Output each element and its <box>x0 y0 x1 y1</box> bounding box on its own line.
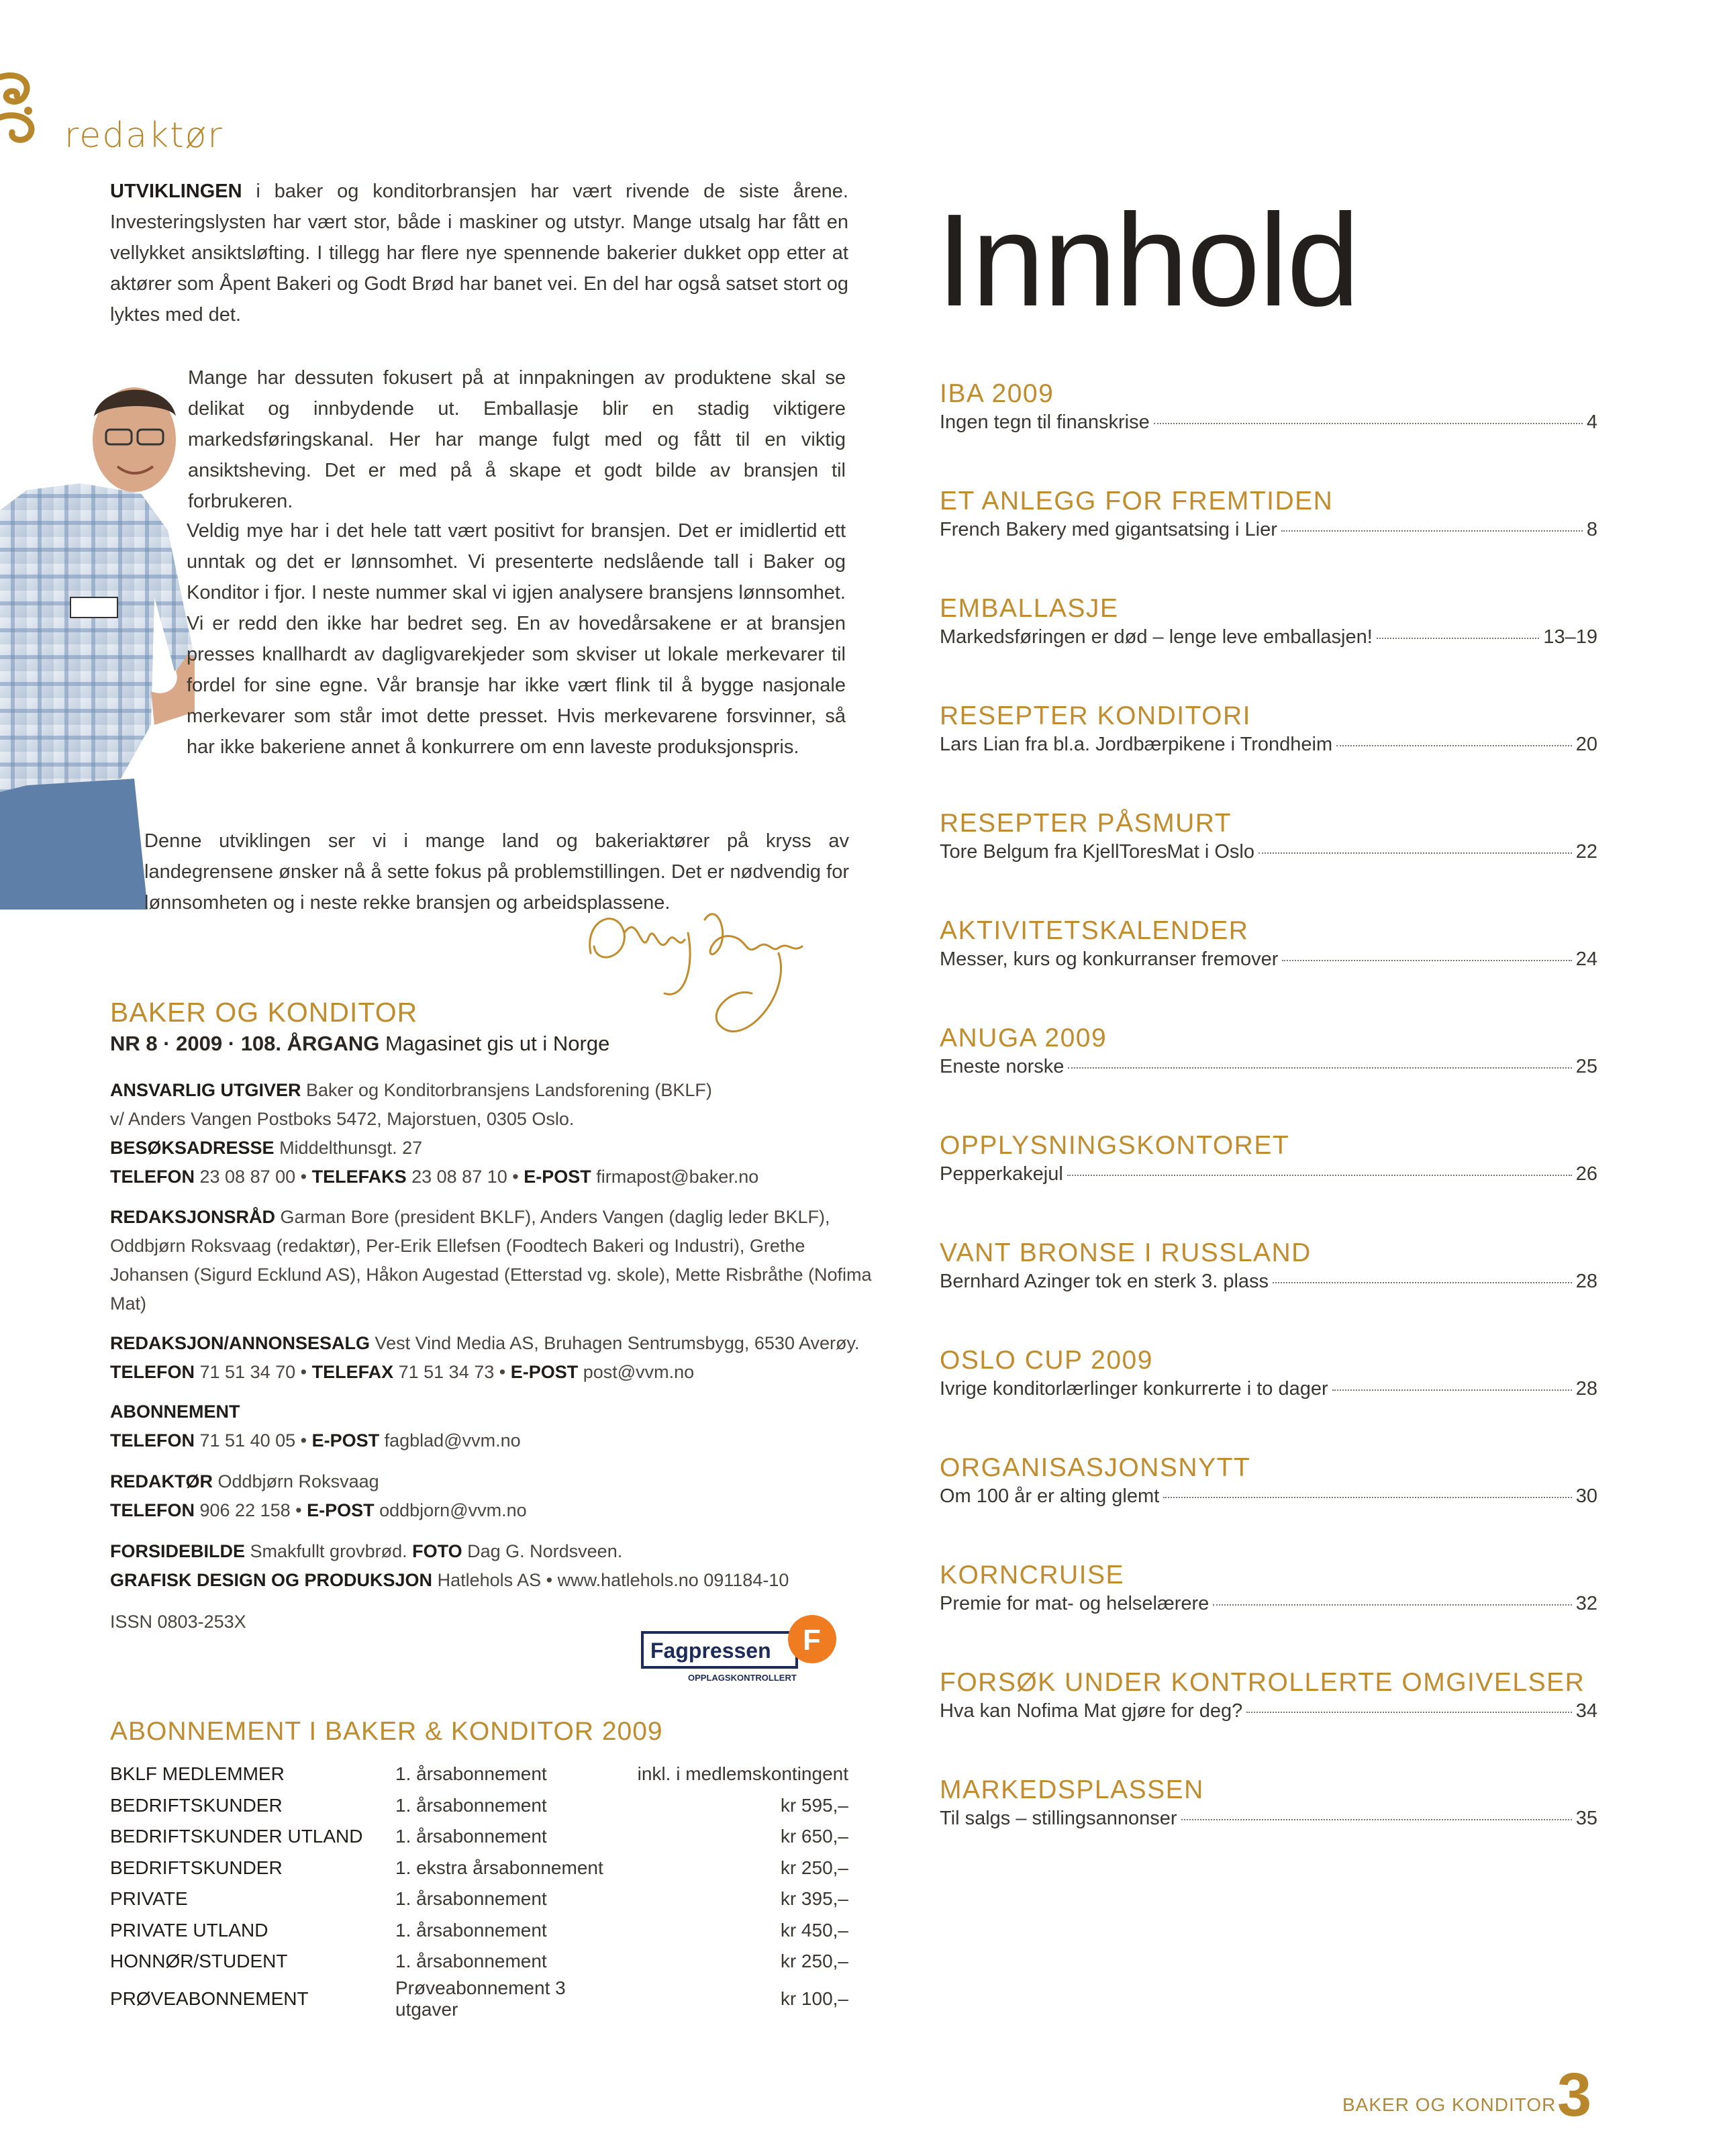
contents-item-description: Premie for mat- og helselærere <box>940 1593 1210 1614</box>
contents-item-heading: FORSØK UNDER KONTROLLERTE OMGIVELSER <box>940 1668 1585 1697</box>
fax-text: 23 08 87 10 • <box>406 1167 524 1187</box>
tel-text: 906 22 158 • <box>195 1500 307 1520</box>
contents-item[interactable] <box>940 1346 1597 1453</box>
subscription-term: Prøveabonnement 3 utgaver <box>395 1977 566 2020</box>
contents-item-description: Markedsføringen er død – lenge leve emballasjen! <box>940 626 1373 648</box>
contents-item[interactable] <box>940 594 1597 701</box>
contents-item-description: Messer, kurs og konkurranser fremover <box>940 948 1279 970</box>
contents-item-heading: EMBALLASJE <box>940 594 1119 623</box>
contents-item-description: Hva kan Nofima Mat gjøre for deg? <box>940 1700 1243 1722</box>
contents-list <box>940 379 1597 1883</box>
tel-text: 71 51 34 70 • <box>195 1362 312 1382</box>
contents-item-description: Ingen tegn til finanskrise <box>940 411 1150 433</box>
contents-item-page: 26 <box>1575 1163 1597 1185</box>
council-label: REDAKSJONSRÅD <box>110 1207 276 1227</box>
contents-item-description: Om 100 år er alting glemt <box>940 1485 1160 1507</box>
subscription-price: kr 595,– <box>780 1794 848 1816</box>
editorial-paragraph-4: Denne utviklingen ser vi i mange land og bakeriaktører på kryss av landegrensene ønsker nå å sette fokus på problemstillingen. Det er nødvendig for lønnsomheten og i neste rekke bransjen og arbeidsplassene. <box>144 830 849 914</box>
fagpressen-logo <box>641 1612 842 1686</box>
photo-label: FOTO <box>412 1541 462 1561</box>
dot-leader <box>1163 1497 1572 1498</box>
tel-text: 23 08 87 00 • <box>195 1167 312 1187</box>
contents-item-heading: ET ANLEGG FOR FREMTIDEN <box>940 487 1334 516</box>
publisher-label: ANSVARLIG UTGIVER <box>110 1080 301 1100</box>
contents-item-line <box>940 1053 1597 1080</box>
contents-item[interactable] <box>940 1024 1597 1131</box>
editorial-paragraph-2: Mange har dessuten fokusert på at innpakningen av produktene skal se delikat og innbydende ut. Emballasje blir en stadig viktigere markedsføringskanal. Her har mange fulgt med og fått til en viktig ansiktsheving. Det er med på å skape et godt bilde av bransjen til forbrukeren. <box>188 367 846 512</box>
editorial-paragraph-3: Veldig mye har i det hele tatt vært positivt for bransjen. Det er imidlertid ett unntak og det er lønnsomhet. Vi presenterte nedslående tall i Baker og Konditor i fjor. I neste nummer skal vi igjen analysere bransjens lønnsomhet. Vi er redd den ikke har bedret seg. En av hovedårsakene er at bransjen presses knallhardt av dagligvarekjeder som skviser ut lokale merkevarer til fordel for sine egne. Vår bransje har ikke vært flink til å bygge nasjonale merkevarer som står imot dette presset. Hvis merkevarene forsvinner, så har ikke bakeriene annet å konkurrere om enn laveste produksjonspris. <box>187 520 846 758</box>
contents-item[interactable] <box>940 1775 1597 1883</box>
dot-leader <box>1259 852 1572 854</box>
dot-leader <box>1332 1389 1572 1391</box>
editorial-office-block <box>110 1329 882 1387</box>
subscription-row <box>110 1790 848 1822</box>
editor-contact-block <box>110 1467 882 1525</box>
contents-item-heading: IBA 2009 <box>940 379 1054 408</box>
contents-item-line <box>940 1590 1597 1617</box>
editor-text: Oddbjørn Roksvaag <box>213 1471 379 1491</box>
contents-item-page: 28 <box>1575 1271 1597 1292</box>
paragraph-text: i baker og konditorbransjen har vært rivende de siste årene. Investeringslysten har vært stor, både i maskiner og utstyr. Mange utsalg har fått en vellykket ansiktsløfting. I tillegg har flere nye spennende bakerier dukket opp etter at aktører som Åpent Bakeri og Godt Brød har banet vei. En del har også satset stort og lyktes med det. <box>110 181 848 326</box>
contents-item-heading: ORGANISASJONSNYTT <box>940 1453 1251 1482</box>
fax-text: 71 51 34 73 • <box>393 1362 511 1382</box>
cover-label: FORSIDEBILDE <box>110 1541 246 1561</box>
publisher-text: Baker og Konditorbransjens Landsforening (BKLF) <box>301 1080 712 1100</box>
contents-item[interactable] <box>940 487 1597 594</box>
contents-item-line <box>940 1805 1597 1832</box>
lead-word: UTVIKLINGEN <box>110 181 242 202</box>
contents-item[interactable] <box>940 1668 1597 1775</box>
editorial-paragraph-1 <box>110 176 848 330</box>
contents-item[interactable] <box>940 1238 1597 1346</box>
fagpressen-sub: OPPLAGSKONTROLLERT <box>688 1673 797 1683</box>
subscription-title: ABONNEMENT I BAKER & KONDITOR 2009 <box>110 1717 663 1746</box>
contents-item[interactable] <box>940 379 1597 487</box>
contents-item-heading: RESEPTER KONDITORI <box>940 701 1252 730</box>
dot-leader <box>1213 1604 1571 1606</box>
photo-text: Dag G. Nordsveen. <box>462 1541 623 1561</box>
contents-item-line <box>940 731 1597 758</box>
fagpressen-letter: F <box>803 1624 821 1657</box>
contents-item-page: 8 <box>1586 519 1597 540</box>
contents-item-line <box>940 516 1597 543</box>
tel-label: TELEFON <box>110 1500 195 1520</box>
fax-label: TELEFAX <box>311 1362 394 1382</box>
subscription-row <box>110 1853 848 1884</box>
editor-signature <box>577 893 819 1047</box>
fagpressen-name: Fagpressen <box>650 1638 771 1663</box>
subscriber-type: BEDRIFTSKUNDER UTLAND <box>110 1826 363 1847</box>
footer-magazine-name: BAKER OG KONDITOR <box>1342 2094 1557 2115</box>
subscription-term: 1. årsabonnement <box>395 1826 547 1847</box>
contents-item-description: Tore Belgum fra KjellToresMat i Oslo <box>940 841 1254 863</box>
contents-item-heading: RESEPTER PÅSMURT <box>940 809 1232 838</box>
subscription-row <box>110 1915 848 1947</box>
subscription-row <box>110 1821 848 1853</box>
subscription-price: kr 100,– <box>780 1988 848 2009</box>
subscription-price: kr 250,– <box>780 1857 848 1878</box>
dot-leader <box>1281 530 1583 532</box>
subscriber-type: PRIVATE <box>110 1888 188 1910</box>
contents-item-line <box>940 1161 1597 1187</box>
credits-block <box>110 1537 882 1595</box>
contents-item-line <box>940 1268 1597 1295</box>
contents-item-heading: ANUGA 2009 <box>940 1024 1107 1052</box>
subscription-price: kr 250,– <box>780 1951 848 1972</box>
contents-item-page: 20 <box>1575 734 1597 755</box>
contents-item-page: 35 <box>1575 1808 1597 1829</box>
contents-item-heading: OPPLYSNINGSKONTORET <box>940 1131 1290 1160</box>
subscriber-type: BEDRIFTSKUNDER <box>110 1794 283 1816</box>
email-label: E-POST <box>524 1167 591 1187</box>
contents-item-page: 24 <box>1575 948 1597 970</box>
editorial-office-label: REDAKSJON/ANNONSESALG <box>110 1333 371 1353</box>
email-text: post@vvm.no <box>578 1362 695 1382</box>
tel-label: TELEFON <box>110 1167 195 1187</box>
contents-item-description: French Bakery med gigantsatsing i Lier <box>940 519 1277 540</box>
subscription-term: 1. årsabonnement <box>395 1888 547 1910</box>
contents-item-heading: MARKEDSPLASSEN <box>940 1775 1204 1804</box>
contents-item[interactable] <box>940 1131 1597 1238</box>
contents-item-page: 22 <box>1575 841 1597 863</box>
contents-item-heading: KORNCRUISE <box>940 1561 1125 1589</box>
subscription-price: kr 395,– <box>780 1888 848 1910</box>
contents-item-description: Bernhard Azinger tok en sterk 3. plass <box>940 1271 1269 1292</box>
contents-item-line <box>940 946 1597 973</box>
subscription-price: kr 450,– <box>780 1919 848 1941</box>
contents-item-page: 30 <box>1575 1485 1597 1507</box>
email-text: oddbjorn@vvm.no <box>374 1500 527 1520</box>
dot-leader <box>1246 1712 1571 1713</box>
contents-item-heading: AKTIVITETSKALENDER <box>940 916 1249 945</box>
contents-item[interactable] <box>940 701 1597 809</box>
email-text: fagblad@vvm.no <box>379 1430 521 1451</box>
email-text: firmapost@baker.no <box>591 1167 759 1187</box>
subscriber-type: BEDRIFTSKUNDER <box>110 1857 283 1878</box>
cover-text: Smakfullt grovbrød. <box>245 1541 413 1561</box>
contents-item[interactable] <box>940 916 1597 1024</box>
subscription-price: kr 650,– <box>780 1826 848 1847</box>
contents-item-line <box>940 624 1597 650</box>
swirl-icon <box>0 70 40 144</box>
issue-info <box>110 1032 609 1056</box>
design-text: Hatlehols AS • www.hatlehols.no 091184-10 <box>432 1570 789 1590</box>
subscriber-type: PRIVATE UTLAND <box>110 1919 268 1941</box>
contents-item[interactable] <box>940 1453 1597 1561</box>
contents-item-page: 34 <box>1575 1700 1597 1722</box>
contents-item-line <box>940 838 1597 865</box>
subscriber-type: BKLF MEDLEMMER <box>110 1763 285 1785</box>
publisher-block <box>110 1076 882 1191</box>
subscription-term: 1. årsabonnement <box>395 1919 547 1941</box>
contents-item-page: 32 <box>1575 1593 1597 1614</box>
tel-text: 71 51 40 05 • <box>195 1430 312 1451</box>
email-label: E-POST <box>307 1500 375 1520</box>
contents-item[interactable] <box>940 1561 1597 1668</box>
issue-number: NR 8 · 2009 · 108. ÅRGANG <box>110 1032 380 1055</box>
publisher-address: v/ Anders Vangen Postboks 5472, Majorstuen, 0305 Oslo. <box>110 1109 575 1129</box>
contents-item-line <box>940 409 1597 436</box>
email-label: E-POST <box>311 1430 380 1451</box>
contents-item-line <box>940 1483 1597 1510</box>
dot-leader <box>1336 745 1572 746</box>
tel-label: TELEFON <box>110 1362 195 1382</box>
subscription-row <box>110 1946 848 1977</box>
subscription-row <box>110 1977 848 2020</box>
subscription-contact-block <box>110 1398 882 1455</box>
email-label: E-POST <box>510 1362 579 1382</box>
masthead-title: BAKER OG KONDITOR <box>110 997 418 1028</box>
tel-label: TELEFON <box>110 1430 195 1451</box>
editor-label: REDAKTØR <box>110 1471 213 1491</box>
contents-item-line <box>940 1375 1597 1402</box>
council-text: Garman Bore (president BKLF), Anders Vangen (daglig leder BKLF), Oddbjørn Roksvaag (redaktør), Per-Erik Ellefsen (Foodtech Bakeri og Industri), Grethe Johansen (Sigurd Ecklund AS), Håkon Augestad (Etterstad vg. skole), Mette Risbråthe (Nofima Mat) <box>110 1207 872 1314</box>
council-block <box>110 1203 882 1318</box>
contents-item-description: Pepperkakejul <box>940 1163 1063 1185</box>
contents-item-heading: VANT BRONSE I RUSSLAND <box>940 1238 1312 1267</box>
subscription-price: inkl. i medlemskontingent <box>637 1763 848 1785</box>
subscription-table <box>110 1759 848 2020</box>
page-number: 3 <box>1557 2061 1592 2129</box>
contents-item-page: 25 <box>1575 1056 1597 1077</box>
contents-item-description: Eneste norske <box>940 1056 1065 1077</box>
visit-text: Middelthunsgt. 27 <box>274 1138 423 1158</box>
subscription-term: 1. årsabonnement <box>395 1763 547 1785</box>
editorial-office-text: Vest Vind Media AS, Bruhagen Sentrumsbygg, 6530 Averøy. <box>370 1333 860 1353</box>
contents-item-page: 28 <box>1575 1378 1597 1400</box>
contents-item-heading: OSLO CUP 2009 <box>940 1346 1153 1375</box>
fax-label: TELEFAKS <box>311 1167 407 1187</box>
contents-title: Innhold <box>936 187 1359 334</box>
subscriber-type: HONNØR/STUDENT <box>110 1951 288 1972</box>
section-label: redaktør <box>64 115 224 156</box>
dot-leader <box>1181 1819 1572 1820</box>
dot-leader <box>1154 423 1583 424</box>
issue-note: Magasinet gis ut i Norge <box>379 1032 610 1055</box>
contents-item-description: Til salgs – stillingsannonser <box>940 1808 1177 1829</box>
dot-leader <box>1068 1067 1571 1069</box>
subscription-term: 1. årsabonnement <box>395 1951 547 1972</box>
issn: ISSN 0803-253X <box>110 1612 246 1632</box>
subscription-term: 1. ekstra årsabonnement <box>395 1857 603 1878</box>
contents-item-page: 4 <box>1586 411 1597 433</box>
contents-item-description: Lars Lian fra bl.a. Jordbærpikene i Trondheim <box>940 734 1333 755</box>
contents-item-page: 13–19 <box>1543 626 1597 648</box>
contents-item-description: Ivrige konditorlærlinger konkurrerte i to dager <box>940 1378 1328 1400</box>
design-label: GRAFISK DESIGN OG PRODUKSJON <box>110 1570 433 1590</box>
visit-label: BESØKSADRESSE <box>110 1138 275 1158</box>
subscription-row <box>110 1883 848 1915</box>
dot-leader <box>1377 638 1540 639</box>
subscription-term: 1. årsabonnement <box>395 1794 547 1816</box>
contents-item-line <box>940 1698 1597 1724</box>
subscriber-type: PRØVEABONNEMENT <box>110 1988 309 2009</box>
dot-leader <box>1282 960 1571 961</box>
subscription-row <box>110 1759 848 1790</box>
subscription-label: ABONNEMENT <box>110 1402 240 1422</box>
contents-item[interactable] <box>940 809 1597 916</box>
dot-leader <box>1273 1282 1572 1283</box>
dot-leader <box>1067 1175 1572 1176</box>
